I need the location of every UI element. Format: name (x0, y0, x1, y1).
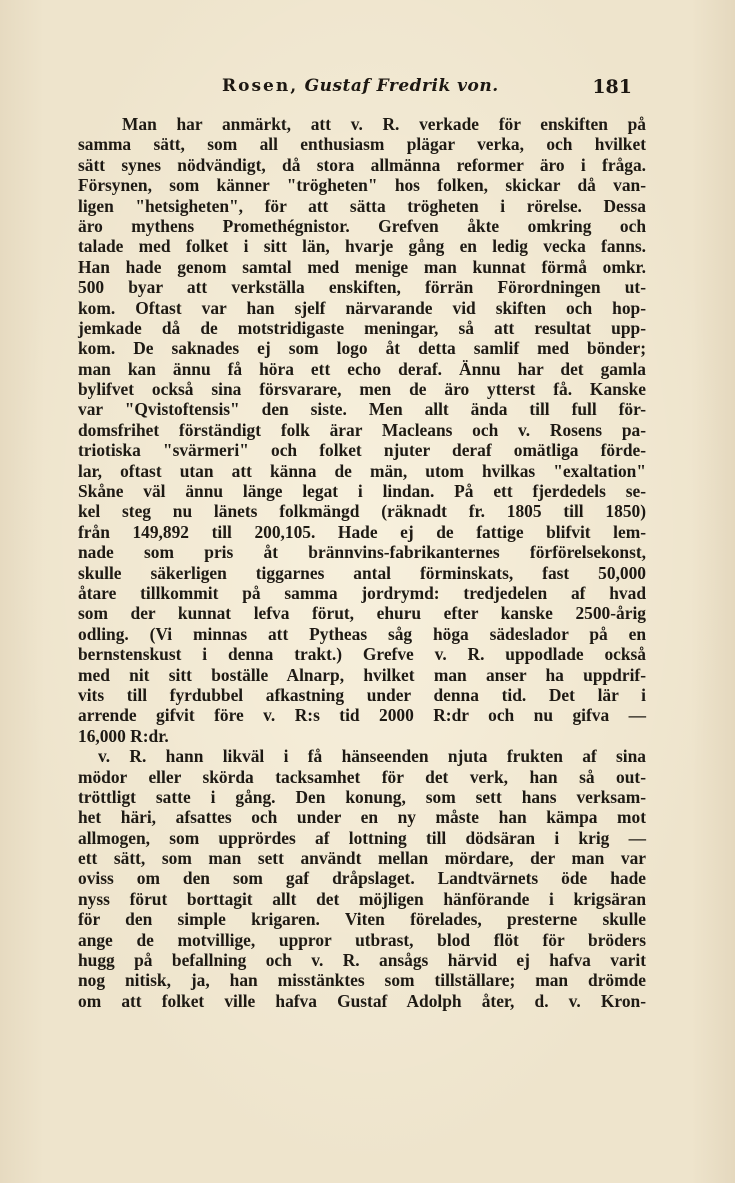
text-line: ett sätt, som man sett användt mellan mördare, der man var (78, 848, 646, 869)
text-line: Han hade genom samtal med menige man kunnat förmå omkr. (78, 256, 646, 277)
text-line: kel steg nu länets folkmängd (räknadt fr. 1805 till 1850) (78, 501, 646, 522)
text-line: oviss om den som gaf dråpslaget. Landtvärnets öde hade (78, 868, 646, 889)
text-line: från 149,892 till 200,105. Hade ej de fattige blifvit lem- (78, 521, 646, 542)
text-line: tröttligt satte i gång. Den konung, som sett hans verksam- (78, 786, 646, 807)
running-head-given: Gustaf Fredrik von. (304, 76, 499, 96)
text-line: triotiska "svärmeri" och folket njuter deraf omätliga förde- (78, 440, 646, 461)
text-line: var "Qvistoftensis" den siste. Men allt ända till full för- (78, 399, 646, 420)
text-line: sätt synes nödvändigt, då stora allmänna reformer äro i fråga. (78, 154, 646, 175)
text-line: allmogen, som upprördes af lottning till dödsäran i krig — (78, 827, 646, 848)
text-line: ligen "hetsigheten", för att sätta trögheten i rörelse. Dessa (78, 195, 646, 216)
text-line: v. R. hann likväl i få hänseenden njuta frukten af sina (98, 746, 646, 767)
page-header (222, 76, 632, 106)
text-line: Försynen, som känner "trögheten" hos folken, skickar då van- (78, 175, 646, 196)
running-head (222, 76, 499, 96)
text-line: kom. De saknades ej som logo åt detta samlif med bönder; (78, 338, 646, 359)
text-line: arrende gifvit före v. R:s tid 2000 R:dr och nu gifva — (78, 705, 646, 726)
text-line: om att folket ville hafva Gustaf Adolph åter, d. v. Kron- (78, 990, 646, 1011)
text-line: nog nitisk, ja, han misstänktes som tillställare; man drömde (78, 970, 646, 991)
text-line: hugg på befallning och v. R. ansågs härvid ej hafva varit (78, 950, 646, 971)
text-line: åtare tillkommit på samma jordrymd: tredjedelen af hvad (78, 582, 646, 603)
text-line: 16,000 R:dr. (78, 725, 169, 746)
page-number: 181 (592, 76, 632, 98)
text-line: ange de motvillige, uppror utbrast, blod flöt för bröders (78, 929, 646, 950)
text-line: nyss förut borttagit allt det möjligen hänförande i krigsäran (78, 888, 646, 909)
text-line: kom. Oftast var han sjelf närvarande vid skiften och hop- (78, 297, 646, 318)
text-line: med nit sitt boställe Alnarp, hvilket man anser ha uppdrif- (78, 664, 646, 685)
text-line: nade som pris åt brännvins-fabrikanternes förförelsekonst, (78, 542, 646, 563)
text-line: jemkade då de motstridigaste meningar, så att resultat upp- (78, 317, 646, 338)
text-line: Man har anmärkt, att v. R. verkade för enskiften på (122, 114, 646, 134)
text-line: äro mythens Promethégnistor. Grefven åkte omkring och (78, 215, 646, 236)
text-line: för den simple krigaren. Viten förelades, presterne skulle (78, 909, 646, 930)
running-head-surname: Rosen, (222, 76, 299, 96)
text-line: mödor eller skörda tacksamhet för det verk, han så out- (78, 766, 646, 787)
text-line: 500 byar att verkställa enskiften, förrän Förordningen ut- (78, 277, 646, 298)
text-line: domsfrihet förständigt folk ärar Macleans och v. Rosens pa- (78, 419, 646, 440)
text-line: som der kunnat lefva förut, ehuru efter kanske 2500-årig (78, 603, 646, 624)
text-line: skulle säkerligen tiggarnes antal förminskats, fast 50,000 (78, 562, 646, 583)
text-line: talade med folket i sitt län, hvarje gång en ledig vecka fanns. (78, 236, 646, 257)
body-text (78, 114, 646, 1011)
text-line: vits till fyrdubbel afkastning under denna tid. Det lär i (78, 684, 646, 705)
text-line: man kan ännu få höra ett echo deraf. Ännu har det gamla (78, 358, 646, 379)
text-line: samma sätt, som all enthusiasm plägar verka, och hvilket (78, 134, 646, 155)
text-line: lar, oftast utan att känna de män, utom hvilkas "exaltation" (78, 460, 646, 481)
text-line: Skåne väl ännu länge legat i lindan. På ett fjerdedels se- (78, 481, 646, 502)
text-line: het häri, afsattes och under en ny måste han kämpa mot (78, 807, 646, 828)
text-line: odling. (Vi minnas att Pytheas såg höga sädeslador på en (78, 623, 646, 644)
text-line: bylifvet också sina försvarare, men de äro ytterst få. Kanske (78, 379, 646, 400)
text-line: bernstenskust i denna trakt.) Grefve v. R. uppodlade också (78, 644, 646, 665)
